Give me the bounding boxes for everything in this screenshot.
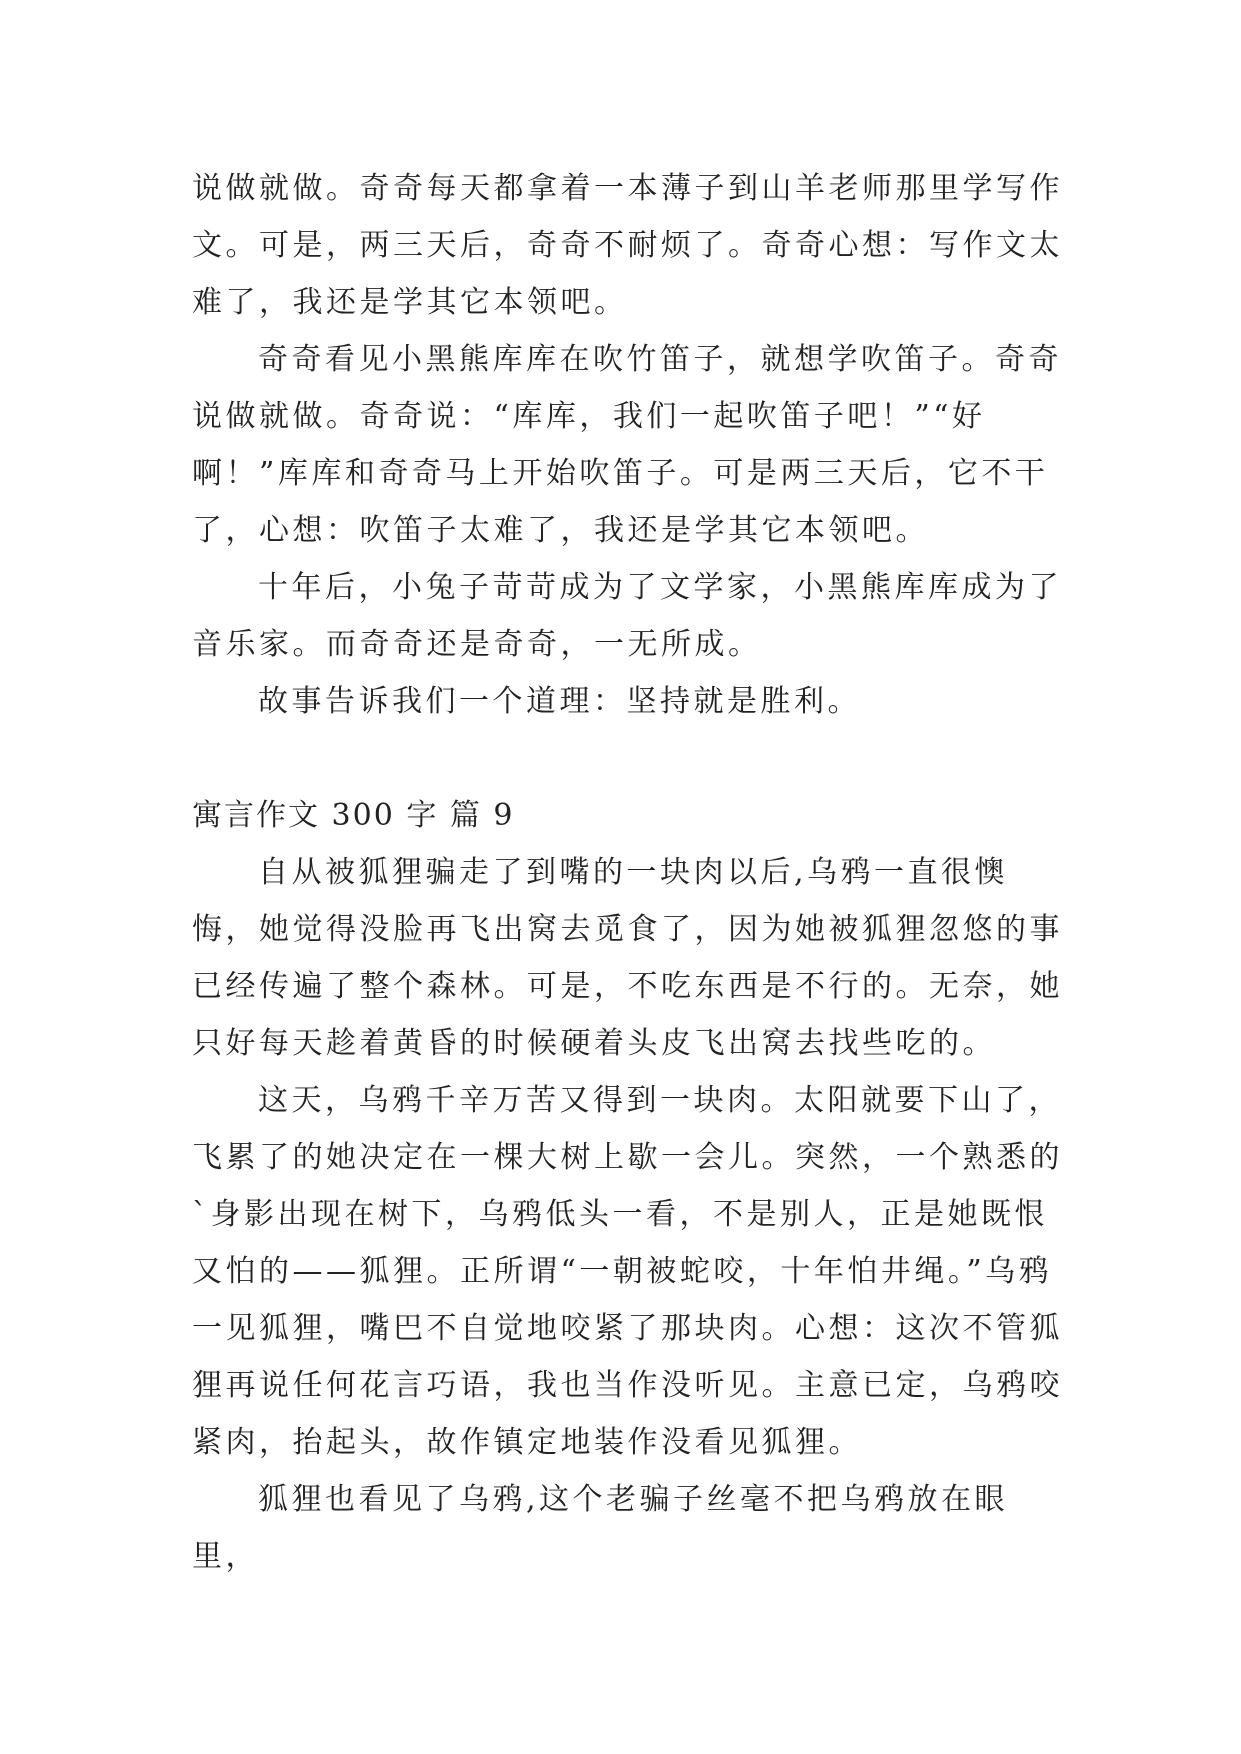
document-body <box>192 160 1072 1585</box>
paragraph: 奇奇看见小黑熊库库在吹竹笛子，就想学吹笛子。奇奇说做就做。奇奇说：“库库，我们一起吹笛子吧！”“好啊！”库库和奇奇马上开始吹笛子。可是两三天后，它不干了，心想：吹笛子太难了，我还是学其它本领吧。 <box>192 342 1062 548</box>
paragraph: 说做就做。奇奇每天都拿着一本薄子到山羊老师那里学写作文。可是，两三天后，奇奇不耐烦了。奇奇心想：写作文太难了，我还是学其它本领吧。 <box>192 171 1063 320</box>
paragraph: 十年后，小兔子苛苛成为了文学家，小黑熊库库成为了音乐家。而奇奇还是奇奇，一无所成。 <box>192 570 1062 662</box>
paragraph: 自从被狐狸骗走了到嘴的一块肉以后,乌鸦一直很懊悔，她觉得没脸再飞出窝去觅食了，因为她被狐狸忽悠的事已经传遍了整个森林。可是，不吃东西是不行的。无奈，她只好每天趁着黄昏的时候硬着头皮飞出窝去找些吃的。 <box>192 855 1063 1061</box>
paragraph: 故事告诉我们一个道理：坚持就是胜利。 <box>258 684 861 719</box>
paragraph: 狐狸也看见了乌鸦,这个老骗子丝毫不把乌鸦放在眼里， <box>192 1482 1009 1574</box>
paragraph: 这天，乌鸦千辛万苦又得到一块肉。太阳就要下山了，飞累了的她决定在一棵大树上歇一会儿。突然，一个熟悉的`身影出现在树下，乌鸦低头一看，不是别人，正是她既恨又怕的——狐狸。正所谓“一朝被蛇咬，十年怕井绳。”乌鸦一见狐狸，嘴巴不自觉地咬紧了那块肉。心想：这次不管狐狸再说任何花言巧语，我也当作没听见。主意已定，乌鸦咬紧肉，抬起头，故作镇定地装作没看见狐狸。 <box>192 1083 1063 1460</box>
section-heading: 寓言作文 300 字 篇 9 <box>192 798 515 833</box>
